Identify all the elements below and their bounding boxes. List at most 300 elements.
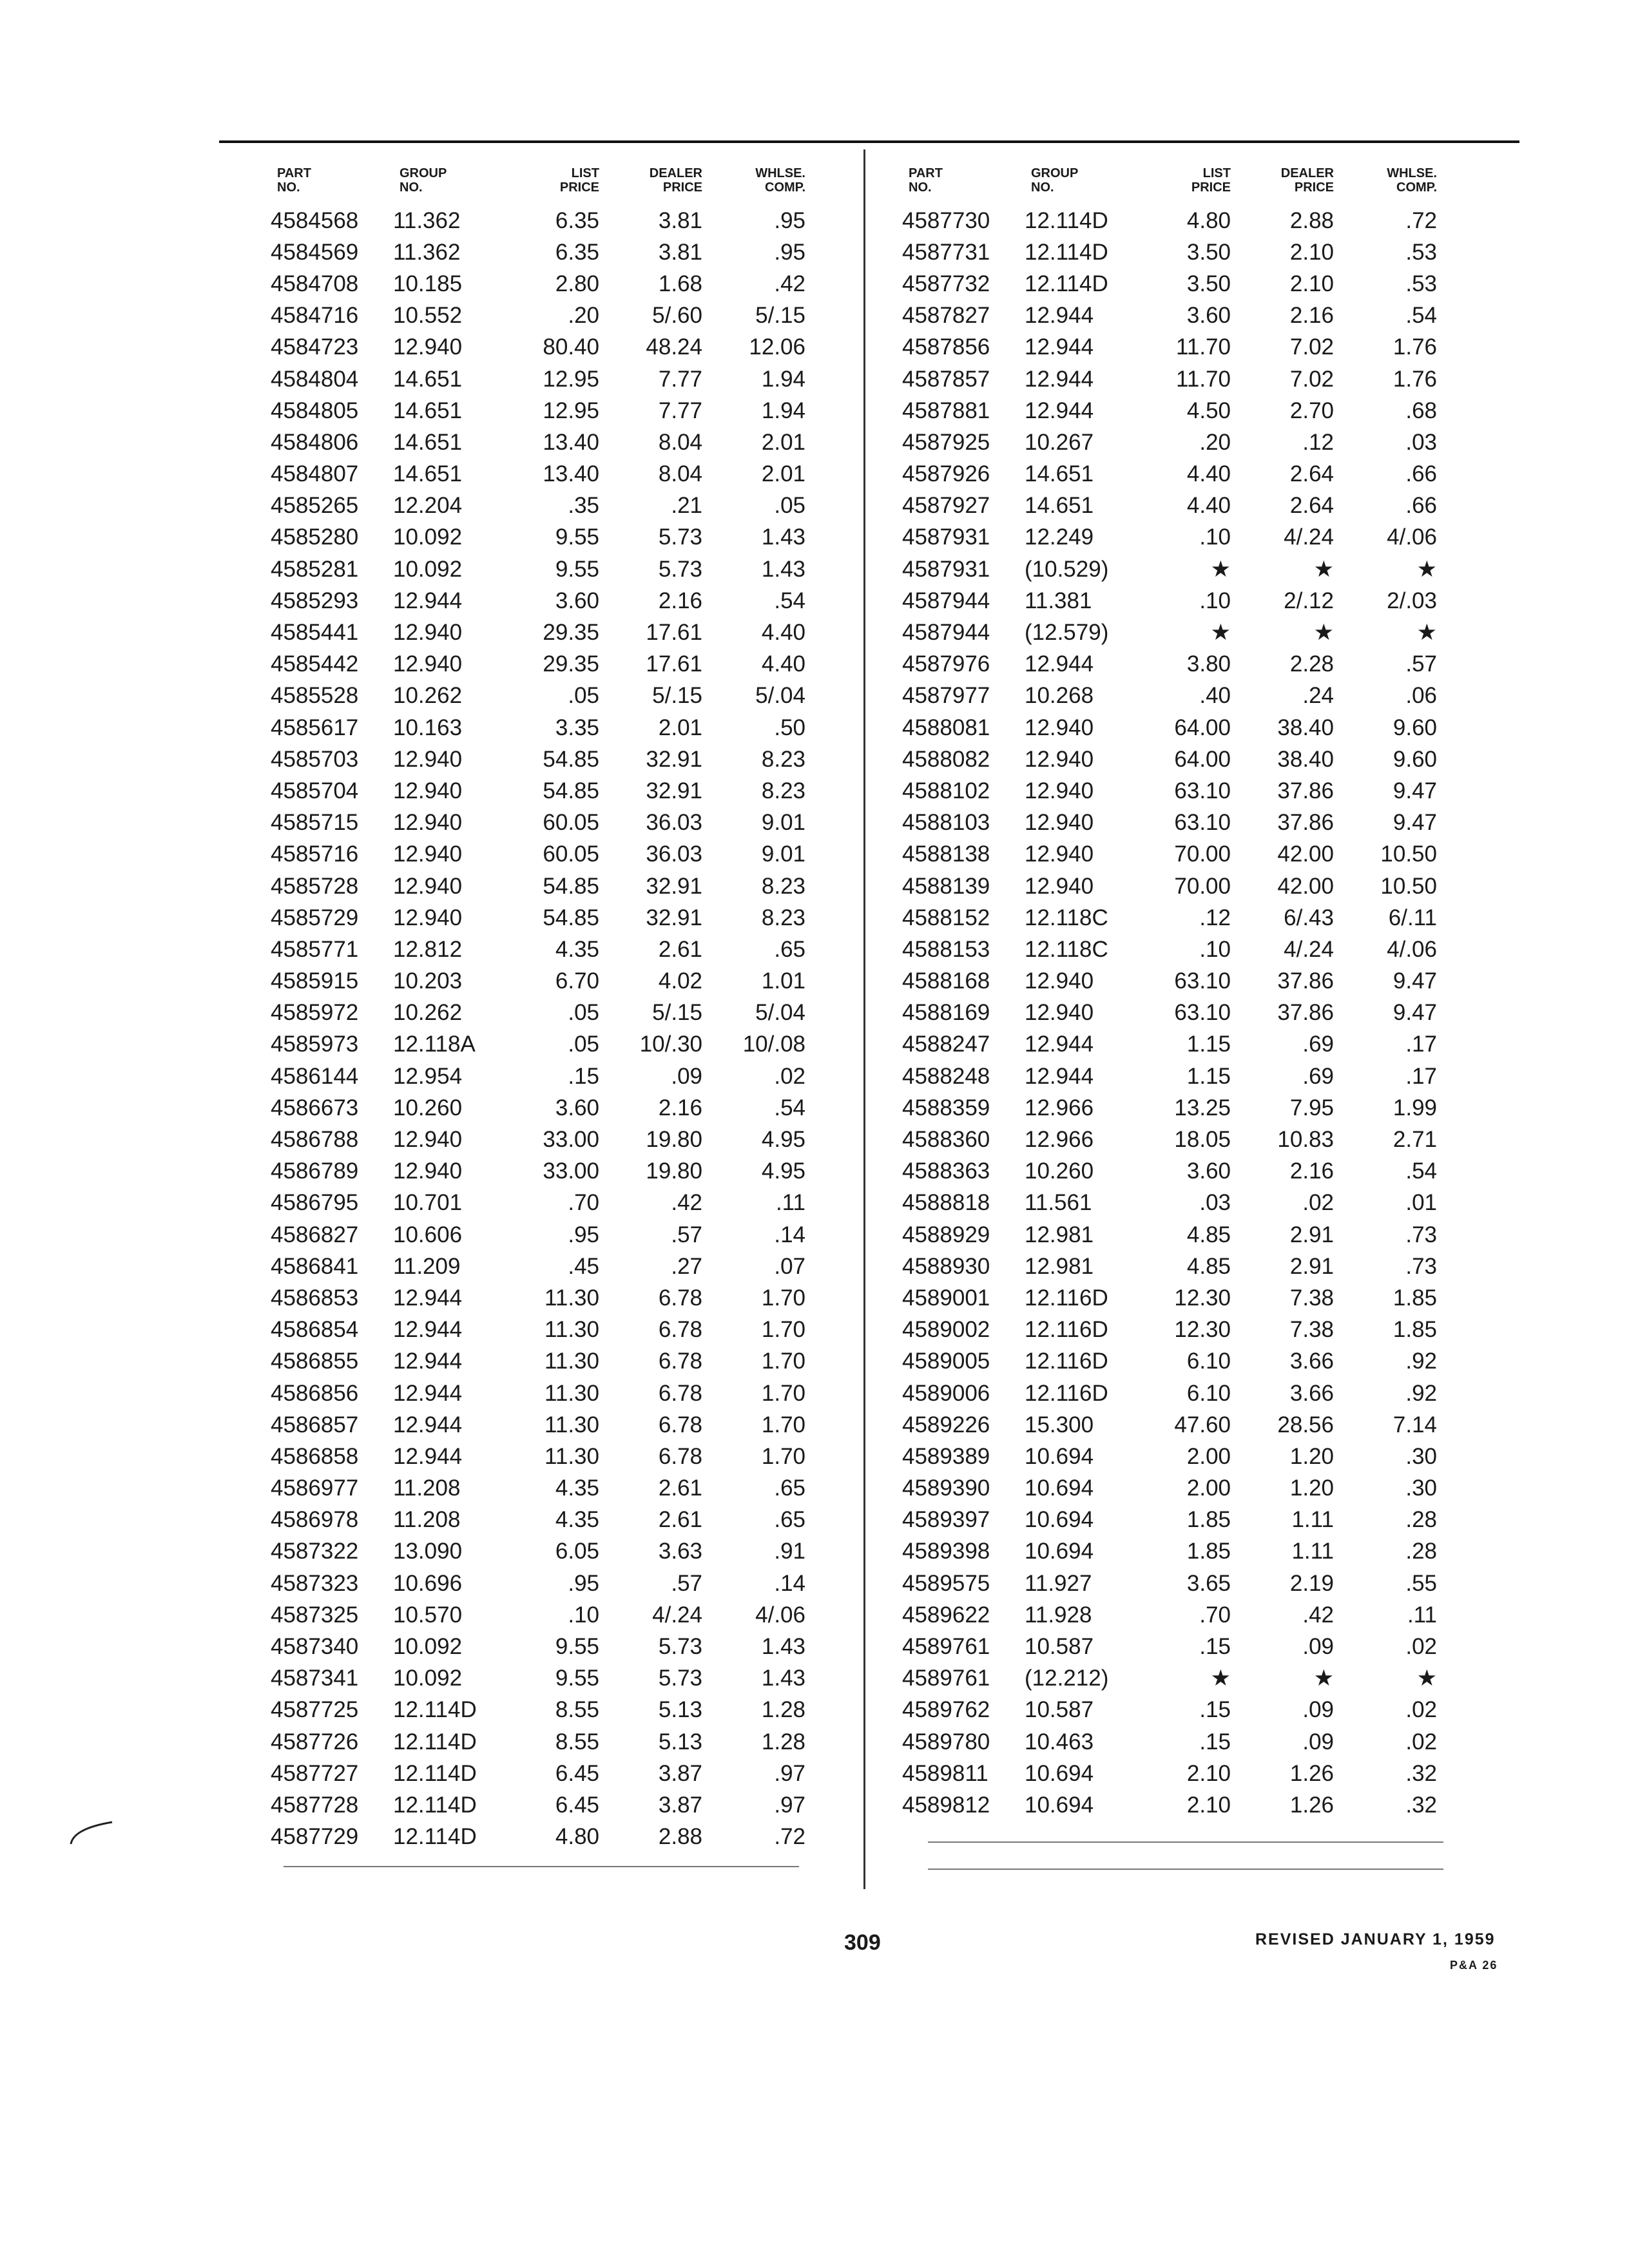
right-table-header [902,155,1437,195]
whlse-comp-cell: .54 [1405,303,1437,329]
table-row [271,839,805,870]
group-no-cell: 10.185 [393,271,463,296]
dealer-price-cell: .69 [1302,1063,1334,1089]
table-row [271,1409,805,1441]
table-row [271,1473,805,1504]
list-price-cell: 4.40 [1186,461,1231,487]
whlse-comp-cell: ★ [1416,1666,1437,1691]
part-no-cell: 4587857 [902,366,990,392]
dealer-price-cell: 5.73 [658,556,702,582]
part-no-cell: 4589812 [902,1792,990,1818]
group-no-cell: 12.940 [393,746,463,772]
part-no-cell: 4589762 [902,1697,990,1723]
group-no-cell: 10.092 [393,556,463,582]
part-no-cell: 4588138 [902,841,990,867]
whlse-comp-cell: .95 [774,207,805,233]
list-price-cell: 9.55 [555,556,599,582]
dealer-price-cell: 6.78 [658,1380,702,1406]
list-price-cell: 6.10 [1186,1380,1231,1406]
list-price-cell: .10 [568,1602,599,1628]
whlse-comp-cell: .66 [1405,493,1437,519]
list-price-cell: 4.35 [555,1475,599,1501]
group-no-cell: 11.381 [1025,588,1092,613]
list-price-cell: 3.60 [555,588,599,613]
list-price-cell: 64.00 [1174,715,1231,740]
group-no-cell: 11.927 [1025,1570,1092,1596]
dealer-price-cell: .09 [1302,1729,1334,1754]
whlse-comp-cell: 4.40 [761,620,805,646]
dealer-price-cell: 2.16 [658,588,702,613]
dealer-price-cell: 5.73 [658,1634,702,1660]
list-price-cell: 6.05 [555,1539,599,1564]
table-row [271,300,805,332]
table-row [271,553,805,585]
dealer-price-cell: 48.24 [646,334,702,360]
group-no-cell: 12.940 [1025,1000,1094,1026]
group-no-cell: 11.209 [393,1253,461,1279]
dealer-price-cell: 3.87 [658,1760,702,1786]
dealer-price-cell: 1.20 [1289,1443,1334,1469]
group-no-cell: 10.092 [393,524,463,550]
table-row [902,934,1437,965]
group-no-cell: 12.944 [393,1443,463,1469]
part-no-cell: 4587944 [902,620,990,646]
whlse-comp-cell: 5/.15 [755,303,805,329]
list-price-cell: 9.55 [555,1634,599,1660]
part-no-cell: 4588139 [902,873,990,899]
list-price-cell: 60.05 [543,841,599,867]
table-row [271,1219,805,1251]
table-row [902,522,1437,553]
list-price-cell: 4.85 [1186,1253,1231,1279]
group-no-cell: 12.940 [1025,778,1094,803]
dealer-price-cell: 6.78 [658,1285,702,1311]
group-no-cell: 10.701 [393,1190,463,1216]
list-price-cell: .03 [1199,1190,1231,1216]
part-no-cell: 4587730 [902,207,990,233]
whlse-comp-cell: 1.70 [761,1285,805,1311]
dealer-price-cell: .27 [671,1253,702,1279]
part-no-cell: 4584806 [271,429,359,455]
part-no-cell: 4588103 [902,810,990,836]
header-group-no: GROUP NO. [400,166,447,195]
table-row [902,1346,1437,1378]
dealer-price-cell: 2.19 [1289,1570,1334,1596]
whlse-comp-cell: .65 [774,1507,805,1533]
whlse-comp-cell: .42 [774,271,805,296]
group-no-cell: 10.570 [393,1602,463,1628]
left-price-table [271,155,805,1853]
whlse-comp-cell: .30 [1405,1475,1437,1501]
table-row [271,1663,805,1695]
list-price-cell: 63.10 [1174,1000,1231,1026]
dealer-price-cell: 2.91 [1289,1222,1334,1247]
part-no-cell: 4587976 [902,651,990,677]
group-no-cell: 11.362 [393,239,461,265]
dealer-price-cell: 2.28 [1289,651,1334,677]
group-no-cell: 12.944 [1025,303,1094,329]
table-row [271,427,805,458]
list-price-cell: ★ [1210,556,1231,582]
list-price-cell: 3.60 [1186,1158,1231,1184]
table-row [902,744,1437,775]
header-whlse-comp: WHLSE. COMP. [1387,166,1437,195]
whlse-comp-cell: .97 [774,1792,805,1818]
table-row [902,553,1437,585]
whlse-comp-cell: .53 [1405,271,1437,296]
list-price-cell: 63.10 [1174,810,1231,836]
table-row [902,395,1437,427]
whlse-comp-cell: .07 [774,1253,805,1279]
whlse-comp-cell: 1.43 [761,524,805,550]
list-price-cell: 33.00 [543,1158,599,1184]
group-no-cell: 10.694 [1025,1507,1094,1533]
table-row [902,712,1437,744]
list-price-cell: 13.40 [543,461,599,487]
right-price-table [902,155,1437,1821]
list-price-cell: 54.85 [543,746,599,772]
list-price-cell: 2.00 [1186,1443,1231,1469]
dealer-price-cell: .57 [671,1570,702,1596]
whlse-comp-cell: 2.01 [761,461,805,487]
whlse-comp-cell: 2.71 [1393,1127,1437,1153]
whlse-comp-cell: 8.23 [761,905,805,930]
dealer-price-cell: .24 [1302,683,1334,709]
whlse-comp-cell: 8.23 [761,873,805,899]
whlse-comp-cell: .02 [1405,1634,1437,1660]
whlse-comp-cell: 10/.08 [742,1032,805,1057]
dealer-price-cell: 8.04 [658,429,702,455]
table-row [902,1156,1437,1187]
table-row [902,1219,1437,1251]
table-row [902,1092,1437,1124]
whlse-comp-cell: 4/.06 [1387,524,1437,550]
list-price-cell: 6.10 [1186,1349,1231,1374]
table-row [902,1568,1437,1599]
list-price-cell: 2.80 [555,271,599,296]
left-table-header [271,155,805,195]
group-no-cell: 15.300 [1025,1412,1094,1437]
list-price-cell: 70.00 [1174,841,1231,867]
table-row [902,1378,1437,1409]
dealer-price-cell: 17.61 [646,620,702,646]
group-no-cell: 12.940 [393,651,463,677]
table-row [902,427,1437,458]
group-no-cell: 10.262 [393,1000,463,1026]
dealer-price-cell: 5.13 [658,1729,702,1754]
table-row [271,1631,805,1662]
group-no-cell: 12.114D [1025,207,1108,233]
part-no-cell: 4588082 [902,746,990,772]
whlse-comp-cell: 8.23 [761,778,805,803]
whlse-comp-cell: .02 [1405,1697,1437,1723]
whlse-comp-cell: 2/.03 [1387,588,1437,613]
table-row [902,585,1437,617]
dealer-price-cell: .42 [671,1190,702,1216]
list-price-cell: 12.95 [543,366,599,392]
table-row [271,1029,805,1061]
table-row [271,268,805,300]
list-price-cell: 8.55 [555,1697,599,1723]
part-no-cell: 4589398 [902,1539,990,1564]
whlse-comp-cell: .54 [774,588,805,613]
part-no-cell: 4585973 [271,1032,359,1057]
header-list-price: LIST PRICE [559,166,599,195]
dealer-price-cell: .69 [1302,1032,1334,1057]
dealer-price-cell: 7.38 [1289,1285,1334,1311]
dealer-price-cell: 2.70 [1289,398,1334,423]
group-no-cell: 12.114D [393,1697,477,1723]
list-price-cell: 18.05 [1174,1127,1231,1153]
group-no-cell: 12.944 [393,1317,463,1343]
dealer-price-cell: 2.88 [1289,207,1334,233]
group-no-cell: 12.118A [393,1032,476,1057]
whlse-comp-cell: 1.85 [1393,1317,1437,1343]
list-price-cell: 3.60 [555,1095,599,1120]
group-no-cell: 12.114D [393,1729,477,1754]
table-row [271,236,805,268]
table-row [902,363,1437,395]
part-no-cell: 4587925 [902,429,990,455]
part-no-cell: 4588247 [902,1032,990,1057]
list-price-cell: 63.10 [1174,968,1231,994]
list-price-cell: 1.85 [1186,1539,1231,1564]
table-row [902,1599,1437,1631]
whlse-comp-cell: .50 [774,715,805,740]
whlse-comp-cell: .03 [1405,429,1437,455]
dealer-price-cell: .21 [671,493,702,519]
table-row [902,902,1437,934]
table-row [902,1029,1437,1061]
list-price-cell: 54.85 [543,905,599,930]
list-price-cell: 6.45 [555,1760,599,1786]
dealer-price-cell: 5/.15 [652,1000,702,1026]
table-row [902,775,1437,807]
dealer-price-cell: 1.26 [1289,1760,1334,1786]
part-no-cell: 4585441 [271,620,359,646]
group-no-cell: 10.163 [393,715,463,740]
dealer-price-cell: 2.16 [658,1095,702,1120]
dealer-price-cell: 5.73 [658,1666,702,1691]
whlse-comp-cell: ★ [1416,556,1437,582]
table-row [271,522,805,553]
list-price-cell: 11.70 [1176,334,1231,360]
table-row [902,1695,1437,1726]
list-price-cell: 4.40 [1186,493,1231,519]
part-no-cell: 4585617 [271,715,359,740]
part-no-cell: 4587322 [271,1539,359,1564]
dealer-price-cell: 2.61 [658,936,702,962]
catalog-code: P&A 26 [1450,1959,1498,1972]
group-no-cell: 12.116D [1025,1349,1108,1374]
table-row [271,332,805,363]
whlse-comp-cell: .55 [1405,1570,1437,1596]
list-price-cell: 11.30 [545,1349,599,1374]
part-no-cell: 4588359 [902,1095,990,1120]
table-row [902,1789,1437,1821]
group-no-cell: 11.208 [393,1507,461,1533]
dealer-price-cell: 2.91 [1289,1253,1334,1279]
part-no-cell: 4588929 [902,1222,990,1247]
part-no-cell: 4587856 [902,334,990,360]
whlse-comp-cell: .05 [774,493,805,519]
list-price-cell: 29.35 [543,620,599,646]
list-price-cell: 1.15 [1186,1032,1231,1057]
part-no-cell: 4588169 [902,1000,990,1026]
whlse-comp-cell: 12.06 [749,334,805,360]
whlse-comp-cell: .95 [774,239,805,265]
table-row [271,649,805,680]
table-row [271,1187,805,1219]
table-row [902,205,1437,236]
list-price-cell: 9.55 [555,524,599,550]
list-price-cell: 11.30 [545,1380,599,1406]
list-price-cell: .15 [1199,1729,1231,1754]
group-no-cell: 14.651 [1025,461,1094,487]
table-row [271,934,805,965]
part-no-cell: 4585704 [271,778,359,803]
dealer-price-cell: 6.78 [658,1443,702,1469]
group-no-cell: 11.928 [1025,1602,1092,1628]
whlse-comp-cell: 7.14 [1393,1412,1437,1437]
dealer-price-cell: 6.78 [658,1349,702,1374]
table-row [271,1695,805,1726]
dealer-price-cell: 32.91 [646,873,702,899]
part-no-cell: 4589001 [902,1285,990,1311]
part-no-cell: 4589389 [902,1443,990,1469]
dealer-price-cell: 42.00 [1277,841,1334,867]
table-row [271,459,805,490]
table-row [902,1473,1437,1504]
part-no-cell: 4589397 [902,1507,990,1533]
dealer-price-cell: 32.91 [646,746,702,772]
group-no-cell: 10.694 [1025,1475,1094,1501]
table-row [902,1726,1437,1758]
dealer-price-cell: 36.03 [646,810,702,836]
list-price-cell: 1.15 [1186,1063,1231,1089]
whlse-comp-cell: .65 [774,1475,805,1501]
whlse-comp-cell: 10.50 [1380,841,1437,867]
dealer-price-cell: 2.61 [658,1475,702,1501]
part-no-cell: 4589226 [902,1412,990,1437]
group-no-cell: 12.940 [393,778,463,803]
whlse-comp-cell: .02 [1405,1729,1437,1754]
table-row [271,1821,805,1853]
dealer-price-cell: 2.64 [1289,493,1334,519]
part-no-cell: 4589002 [902,1317,990,1343]
part-no-cell: 4585915 [271,968,359,994]
table-row [271,966,805,997]
table-row [271,1314,805,1346]
dealer-price-cell: 2.61 [658,1507,702,1533]
part-no-cell: 4587341 [271,1666,359,1691]
whlse-comp-cell: 1.43 [761,1666,805,1691]
table-row [902,1314,1437,1346]
dealer-price-cell: 2.01 [658,715,702,740]
list-price-cell: 3.35 [555,715,599,740]
group-no-cell: 13.090 [393,1539,463,1564]
dealer-price-cell: 7.77 [658,398,702,423]
table-row [902,997,1437,1029]
part-no-cell: 4584716 [271,303,359,329]
table-row [902,807,1437,839]
dealer-price-cell: 5.73 [658,524,702,550]
table-row [902,1251,1437,1282]
table-row [902,839,1437,870]
dealer-price-cell: .42 [1302,1602,1334,1628]
list-price-cell: 11.30 [545,1412,599,1437]
part-no-cell: 4587931 [902,524,990,550]
whlse-comp-cell: 6/.11 [1388,905,1437,930]
whlse-comp-cell: .02 [774,1063,805,1089]
revision-date: REVISED JANUARY 1, 1959 [1255,1930,1496,1948]
dealer-price-cell: 2.10 [1289,271,1334,296]
whlse-comp-cell: .17 [1405,1063,1437,1089]
list-price-cell: 3.60 [1186,303,1231,329]
list-price-cell: 11.30 [545,1317,599,1343]
dealer-price-cell: 19.80 [646,1158,702,1184]
dealer-price-cell: 7.95 [1289,1095,1334,1120]
part-no-cell: 4589390 [902,1475,990,1501]
part-no-cell: 4584708 [271,271,359,296]
list-price-cell: 4.80 [1186,207,1231,233]
group-no-cell: 10.694 [1025,1792,1094,1818]
group-no-cell: 12.940 [1025,715,1094,740]
dealer-price-cell: 37.86 [1277,1000,1334,1026]
dealer-price-cell: 2.64 [1289,461,1334,487]
whlse-comp-cell: .28 [1405,1539,1437,1564]
dealer-price-cell: 3.81 [658,239,702,265]
whlse-comp-cell: .68 [1405,398,1437,423]
table-row [902,649,1437,680]
dealer-price-cell: 4/.24 [1284,936,1334,962]
group-no-cell: 12.812 [393,936,463,962]
table-row [902,870,1437,902]
dealer-price-cell: 42.00 [1277,873,1334,899]
dealer-price-cell: 3.66 [1289,1349,1334,1374]
group-no-cell: 10.260 [393,1095,463,1120]
dealer-price-cell: ★ [1313,556,1334,582]
table-row [902,680,1437,712]
dealer-price-cell: 1.68 [658,271,702,296]
dealer-price-cell: .12 [1302,429,1334,455]
table-row [271,1092,805,1124]
list-price-cell: 4.35 [555,1507,599,1533]
part-no-cell: 4585281 [271,556,359,582]
group-no-cell: 10.606 [393,1222,463,1247]
header-dealer-price: DEALER PRICE [649,166,702,195]
part-no-cell: 4585528 [271,683,359,709]
group-no-cell: 12.940 [393,873,463,899]
part-no-cell: 4586856 [271,1380,359,1406]
list-price-cell: 12.30 [1174,1285,1231,1311]
dealer-price-cell: 10.83 [1277,1127,1334,1153]
list-price-cell: .95 [568,1222,599,1247]
part-no-cell: 4587726 [271,1729,359,1754]
list-price-cell: 4.35 [555,936,599,962]
list-price-cell: ★ [1210,1666,1231,1691]
table-row [271,997,805,1029]
part-no-cell: 4587323 [271,1570,359,1596]
group-no-cell: 10.694 [1025,1443,1094,1469]
whlse-comp-cell: .72 [774,1824,805,1850]
whlse-comp-cell: 1.94 [761,398,805,423]
whlse-comp-cell: 1.43 [761,1634,805,1660]
group-no-cell: 12.944 [393,1412,463,1437]
whlse-comp-cell: 9.47 [1393,778,1437,803]
whlse-comp-cell: .32 [1405,1792,1437,1818]
group-no-cell: 12.944 [393,1380,463,1406]
